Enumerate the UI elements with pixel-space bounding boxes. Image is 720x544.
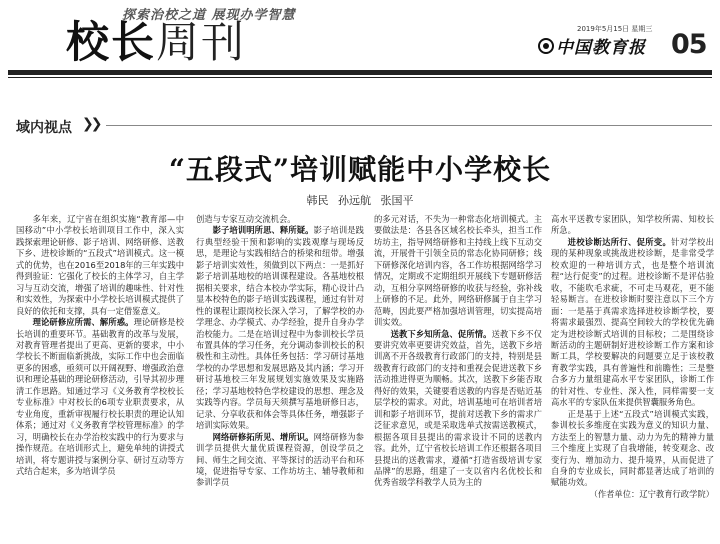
article-paragraph — [551, 214, 714, 237]
paragraph-lead: 进校诊断达所行、促所变。 — [567, 236, 672, 247]
header-rule — [8, 70, 712, 75]
article-authors: 韩民 孙远航 张国平 — [306, 194, 414, 207]
paragraph-text: 的多元对话，不失为一种常态化培训模式。主要做法是：各县各区域名校长牵头，担当工作坊坊主，指导网络研修和主持线上线下互动交流，开展骨干引领全员的常态化协同研修；线下研修深化培训内容，各工作坊根据网络学习情况，定期或不定期组织开展线下专题研修活动，互相分享网络研修的收获与经验，弥补线上研修的不足。此外，网络研修属于自主学习范畴，因此要严格加强培训管理，切实提高培训实效。 — [374, 214, 542, 328]
article-paragraph — [374, 329, 542, 489]
paragraph-text: 多年来，辽宁省在组织实施“教育部—中国移动”中小学校长培训项目工作中，深入实践探索理论研修、影子培训、网络研修、送教下乡、进校诊断的“五段式”培训模式。这一模式的优势，也在2016至2018年的三年实践中得到验证：它强化了校长的主体学习，自主学习与互动交流，增强了培训的趣味性、针对性和实效性，为探索中小学校长培训模式提供了良好的依托和支撑，具有一定借鉴意义。 — [16, 214, 184, 316]
paragraph-text: 针对学校出现的某种现象或挑战进校诊断，是非常受学校欢迎的一种培训方式，也是整个培训流程“达行促变”的过程。进校诊断不是评估验收，不能吹毛求疵，不可走马观花，更不能轻易断言。在进校诊断时要注意以下三个方面：一是基于真需求选择进校诊断学校，要将需求最强烈、提高空间较大的学校优先确定为进校诊断式培训的目标校；二是围绕诊断活动的主题研制好进校诊断工作方案和诊断工具，学校要解决的问题要立足于该校教育教学实践，具有普遍性和前瞻性；三是整合多方力量组建高水平专家团队，诊断工作的针对性、专业性、深入性，同样需要一支高水平的专家队伍来提供智囊服务角色。 — [551, 236, 714, 408]
paragraph-lead: 理论研修应所需、解所惑。 — [32, 317, 134, 328]
header-rule-thin — [8, 77, 712, 78]
paragraph-text: 送教下乡不仅要讲究效率更要讲究效益，首先，送教下乡培训离不开各级教育行政部门的支持，特别是县级教育行政部门的支持和重视会促进送教下乡活动推进得更为顺畅。其次，送教下乡能否取得好的效果，关键要看送教的内容是否贴近基层学校的需求。对此，培训基地可在培训者培训和影子培训环节，提前对送教下乡的需求广泛征求意见，或是采取选单式按需送教模式，根据各项目县提出的需求设计不同的送教内容。此外，辽宁省校长培训工作还根据各项目县提出的送教需求，遵循“打造省级培训专家品牌”的思路，组建了一支以省内名优校长和优秀省级学科教学人员为主的 — [374, 328, 542, 488]
paragraph-text: 理论研修是校长培训的重要环节。基础教育的改革与发展，对教育管理者提出了更高、更新的要求，中小学校长不断面临新挑战，实际工作中也会面临更多的困惑，亟须可以开阔视野、增强政治意识和理论基础的理论研修活动，引导其初步理清工作思路。知通过学习《义务教育学校校长专业标准》中对校长的6项专业职责要求，从专业角度，重新审视履行校长职责的理论认知体系；通过对《义务教育学校管理标准》的学习，明确校长在办学治校实践中的行为要求与操作规范。在培训形式上，避免单纯的讲授式培训，将专题讲授与案例分享、研讨互动等方式结合起来，多为培训学员 — [16, 317, 184, 476]
column-title-bold: 校长 — [66, 18, 156, 68]
article-paragraph — [551, 237, 714, 409]
double-chevron-icon: ❯❯ — [82, 116, 100, 132]
article-paragraph — [551, 409, 714, 489]
masthead — [538, 33, 646, 58]
column-title — [66, 20, 246, 66]
article-paragraph — [16, 214, 184, 317]
newspaper-logo-icon — [538, 38, 554, 54]
author-affiliation — [551, 489, 714, 500]
article-column-2 — [196, 214, 364, 542]
paragraph-text: 高水平送教专家团队，知学校所需、知校长所急。 — [551, 214, 714, 236]
article-column-1 — [16, 214, 184, 542]
article-column-3 — [374, 214, 542, 542]
paragraph-text: 影子培训是践行典型经验干预和影响的实践观摩与现场反思，是理论与实践相结合的桥梁和纽带。增强影子培训实效性，须做到以下两点：一是抓好影子培训基地校的培训课程建设。各基地校根据相关要求，结合本校办学实际，精心设计凸显本校特色的影子培训实践课程，通过有针对性的课程让跟岗校长深入学习，了解学校的办学理念、办学模式、办学经验，提升自身办学治校能力。二是在培训过程中为参训校长学员布置具体的学习任务，充分调动参训校长的积极性和主动性。具体任务包括：学习研讨基地学校的办学思想和发展思路及其内涵；学习开研讨基地校三年发展规划实施效果及实施路径；学习基地校特色学校建设的思想、理念及实践等内容。学员每天须撰写基地研修日志，记录、分享收获和体会等具体任务，增强影子培训实际效果。 — [196, 225, 364, 431]
article-headline: “五段式”培训赋能中小学校长 — [168, 153, 552, 186]
article-paragraph — [374, 214, 542, 329]
section-label: 域内视点 — [16, 120, 72, 136]
issue-date: 2019年5月15日 星期三 — [577, 25, 653, 33]
paragraph-lead: 网络研修拓所见、增所识。 — [212, 431, 314, 442]
article-column-4 — [551, 214, 714, 542]
paragraph-lead: 送教下乡知所急、促所情。 — [390, 328, 492, 339]
slogan: 探索治校之道 展现办学智慧 — [122, 8, 296, 23]
column-title-light: 周刊 — [156, 18, 246, 68]
article-paragraph — [196, 432, 364, 489]
page-number: 05 — [671, 29, 707, 60]
paragraph-text: 正是基于上述“五段式”培训模式实践，参训校长多维度在实践为意义的知识力量、方法至上的智慧力量、动力为先的精神力量三个维度上实现了自我增能，转变观念、改变行为、增加动力、提升境界，从而促进了自身的专业成长，同时都显著达成了培训的赋能功效。 — [551, 408, 714, 488]
section-rule — [106, 125, 712, 126]
newspaper-name: 中国教育报 — [556, 38, 646, 58]
paragraph-text: 创造与专家互动交流机会。 — [196, 214, 296, 224]
article-paragraph — [196, 214, 364, 225]
paragraph-text: （作者单位：辽宁教育行政学院） — [589, 488, 714, 499]
article-paragraph — [196, 225, 364, 431]
article-paragraph — [16, 317, 184, 477]
paragraph-lead: 影子培训明所思、释所疑。 — [212, 225, 314, 236]
paragraph-text: 网络研修为参训学员提供大量优质课程资源，创设学员之间、师生之间交流、平等探讨的活动平台和环境，促进指导专家、工作坊坊主、辅导教师和参训学员 — [196, 431, 364, 488]
